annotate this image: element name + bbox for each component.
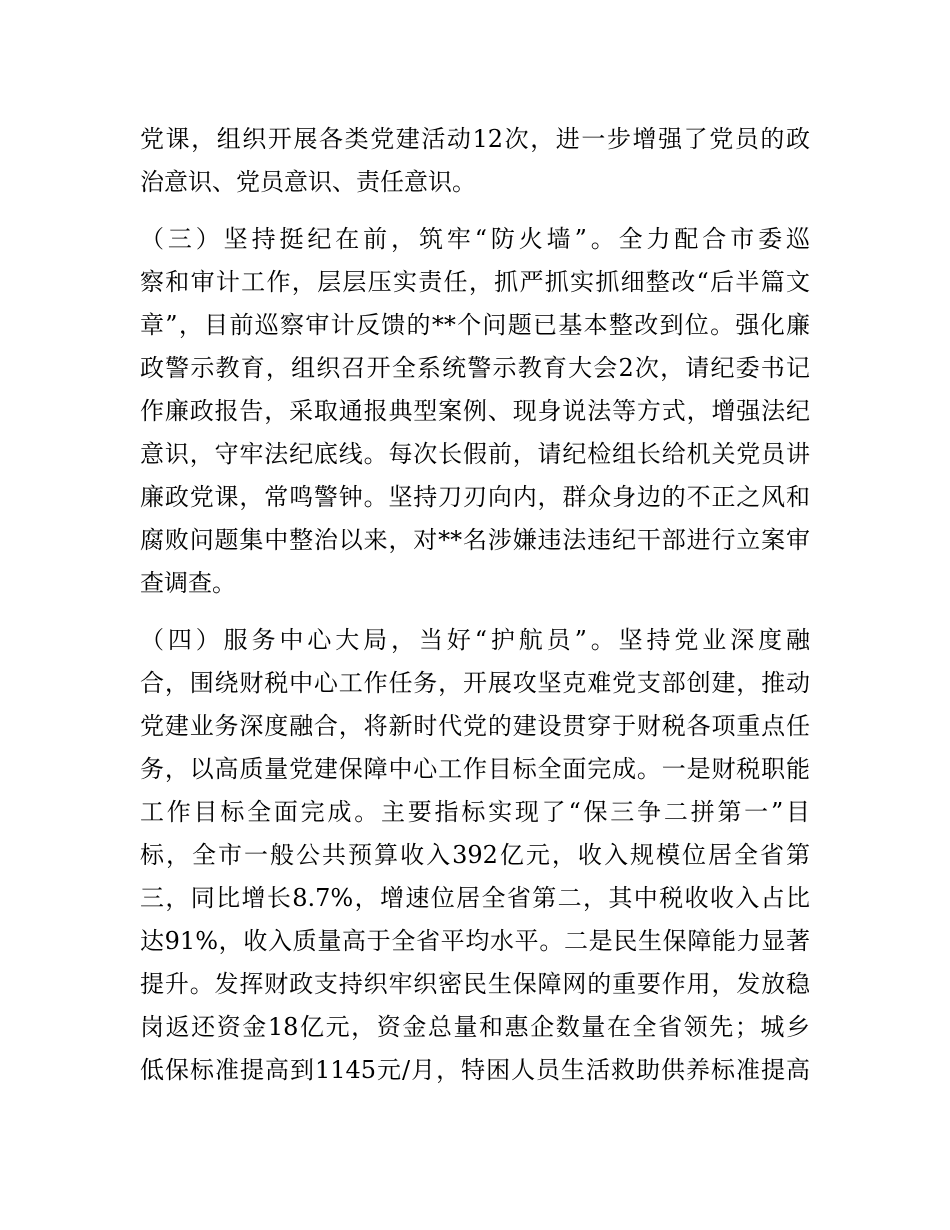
text-line: 作廉政报告，采取通报典型案例、现身说法等方式，增强法纪	[140, 397, 810, 425]
text-line: 提升。发挥财政支持织牢织密民生保障网的重要作用，发放稳	[140, 970, 810, 998]
text-line: 达91%，收入质量高于全省平均水平。二是民生保障能力显著	[140, 927, 810, 955]
section-heading-line: （三）坚持挺纪在前，筑牢“防火墙”。全力配合市委巡	[140, 225, 810, 253]
text-line: 党建业务深度融合，将新时代党的建设贯穿于财税各项重点任	[140, 712, 810, 740]
text-line: 三，同比增长8.7%，增速位居全省第二，其中税收收入占比	[140, 884, 810, 912]
text-line: 低保标准提高到1145元/月，特困人员生活救助供养标准提高	[140, 1056, 810, 1084]
paragraph-1	[140, 118, 810, 204]
text-line: 工作目标全面完成。主要指标实现了“保三争二拼第一”目	[140, 798, 810, 826]
text-line: 察和审计工作，层层压实责任，抓严抓实抓细整改“后半篇文	[140, 268, 810, 296]
text-line: 党课，组织开展各类党建活动12次，进一步增强了党员的政	[140, 125, 810, 153]
paragraph-section-4	[140, 619, 810, 1092]
document-page	[140, 118, 810, 1106]
text-line: 务，以高质量党建保障中心工作目标全面完成。一是财税职能	[140, 755, 810, 783]
text-line: 合，围绕财税中心工作任务，开展攻坚克难党支部创建，推动	[140, 669, 810, 697]
text-line: 政警示教育，组织召开全系统警示教育大会2次，请纪委书记	[140, 354, 810, 382]
section-heading-line: （四）服务中心大局，当好“护航员”。坚持党业深度融	[140, 626, 810, 654]
text-line: 岗返还资金18亿元，资金总量和惠企数量在全省领先；城乡	[140, 1013, 810, 1041]
text-line: 意识，守牢法纪底线。每次长假前，请纪检组长给机关党员讲	[140, 440, 810, 468]
text-line: 腐败问题集中整治以来，对**名涉嫌违法违纪干部进行立案审	[140, 526, 810, 554]
text-line: 章”，目前巡察审计反馈的**个问题已基本整改到位。强化廉	[140, 311, 810, 339]
text-line: 查调查。	[140, 569, 236, 597]
text-line: 廉政党课，常鸣警钟。坚持刀刃向内，群众身边的不正之风和	[140, 483, 810, 511]
text-line: 治意识、党员意识、责任意识。	[140, 168, 476, 196]
paragraph-section-3	[140, 218, 810, 605]
text-line: 标，全市一般公共预算收入392亿元，收入规模位居全省第	[140, 841, 810, 869]
